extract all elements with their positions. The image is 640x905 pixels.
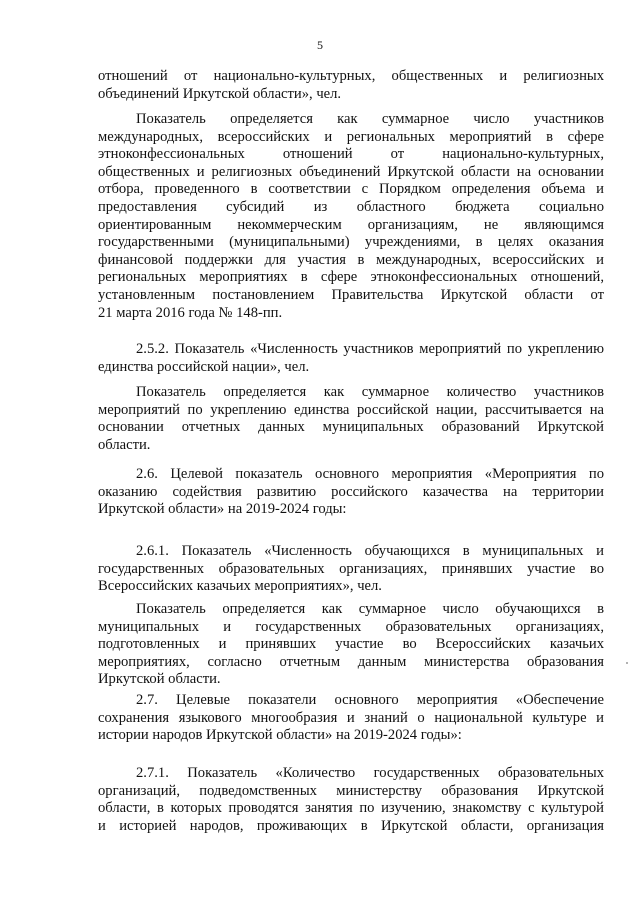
- text-line: финансовой поддержки для участия в международных, всероссийских и: [98, 251, 604, 268]
- text-line: 2.6. Целевой показатель основного мероприятия «Мероприятия по: [136, 466, 604, 482]
- text-line: мероприятиях, согласно отчетным данным министерства образования: [98, 653, 604, 670]
- text-line: мероприятий по укреплению единства российской нации, рассчитывается на: [98, 401, 604, 418]
- text-line: оказанию содействия развитию российского казачества на территории: [98, 483, 604, 500]
- text-line: и историей народов, проживающих в Иркутской области, организация: [98, 817, 604, 834]
- paragraph-target-2-6: [98, 466, 604, 519]
- text-line: государственными (муниципальными) учреждениями, в целях оказания: [98, 234, 604, 251]
- paragraph-target-2-7: [98, 692, 604, 745]
- text-line: основании отчетных данных муниципальных образований Иркутской: [98, 419, 604, 436]
- text-line: истории народов Иркутской области» на 2019-2024 годы»:: [98, 727, 462, 744]
- text-line: общественных и религиозных объединений Иркутской области на основании: [98, 163, 604, 180]
- page-number: 5: [317, 38, 323, 52]
- paragraph-indicator-2-5-2: [98, 341, 604, 376]
- text-line: Всероссийских казачьих мероприятиях», чел.: [98, 578, 382, 595]
- text-line: организаций, подведомственных министерству образования Иркутской: [98, 782, 604, 799]
- text-line: 2.5.2. Показатель «Численность участников мероприятий по укреплению: [136, 341, 604, 357]
- text-line: государственных образовательных организациях, принявших участие во: [98, 560, 604, 577]
- text-line: подготовленных и принявших участие во Всероссийских казачьих: [98, 636, 604, 653]
- text-line: международных, всероссийских и региональных мероприятий в сфере: [98, 128, 604, 145]
- text-line: 2.7. Целевые показатели основного мероприятия «Обеспечение: [136, 692, 604, 708]
- scan-artifact-dot: [626, 662, 628, 664]
- text-line: Показатель определяется как суммарное число обучающихся в: [136, 601, 604, 617]
- text-line: сохранения языкового многообразия и знаний о национальной культуре и: [98, 709, 604, 726]
- text-line: объединений Иркутской области», чел.: [98, 85, 342, 102]
- text-line: ориентированным некоммерческим организациям, не являющимся: [98, 216, 604, 233]
- text-line: Показатель определяется как суммарное количество участников: [136, 384, 604, 400]
- text-line: единства российской нации», чел.: [98, 358, 310, 375]
- paragraph-indicator-2-7-1: [98, 765, 604, 835]
- text-line: Иркутской области.: [98, 671, 221, 688]
- text-line: отбора, проведенного в соответствии с Порядком определения объема и: [98, 181, 604, 198]
- text-line: области.: [98, 436, 151, 453]
- text-line: Показатель определяется как суммарное число участников: [136, 111, 604, 127]
- text-line: 2.6.1. Показатель «Численность обучающихся в муниципальных и: [136, 543, 604, 559]
- paragraph-indicator-definition: [98, 111, 604, 322]
- text-line: муниципальных и государственных образовательных организациях,: [98, 618, 604, 635]
- text-line: региональных мероприятиях в сфере этноконфессиональных отношений,: [98, 269, 604, 286]
- paragraph-indicator-2-6-1: [98, 543, 604, 596]
- text-line: установленным постановлением Правительства Иркутской области от: [98, 286, 604, 303]
- paragraph-continuation: [98, 68, 604, 103]
- text-line: области, в которых проводятся занятия по изучению, знакомству с культурой: [98, 800, 604, 817]
- text-line: 2.7.1. Показатель «Количество государственных образовательных: [136, 765, 604, 781]
- text-line: предоставления субсидий из областного бюджета социально: [98, 198, 604, 215]
- text-line: отношений от национально-культурных, общественных и религиозных: [98, 68, 604, 84]
- text-line: этноконфессиональных отношений от национально-культурных,: [98, 146, 604, 163]
- paragraph-indicator-definition: [98, 601, 604, 689]
- text-line: Иркутской области» на 2019-2024 годы:: [98, 501, 347, 518]
- paragraph-indicator-definition: [98, 384, 604, 454]
- text-line: 21 марта 2016 года № 148-пп.: [98, 304, 283, 321]
